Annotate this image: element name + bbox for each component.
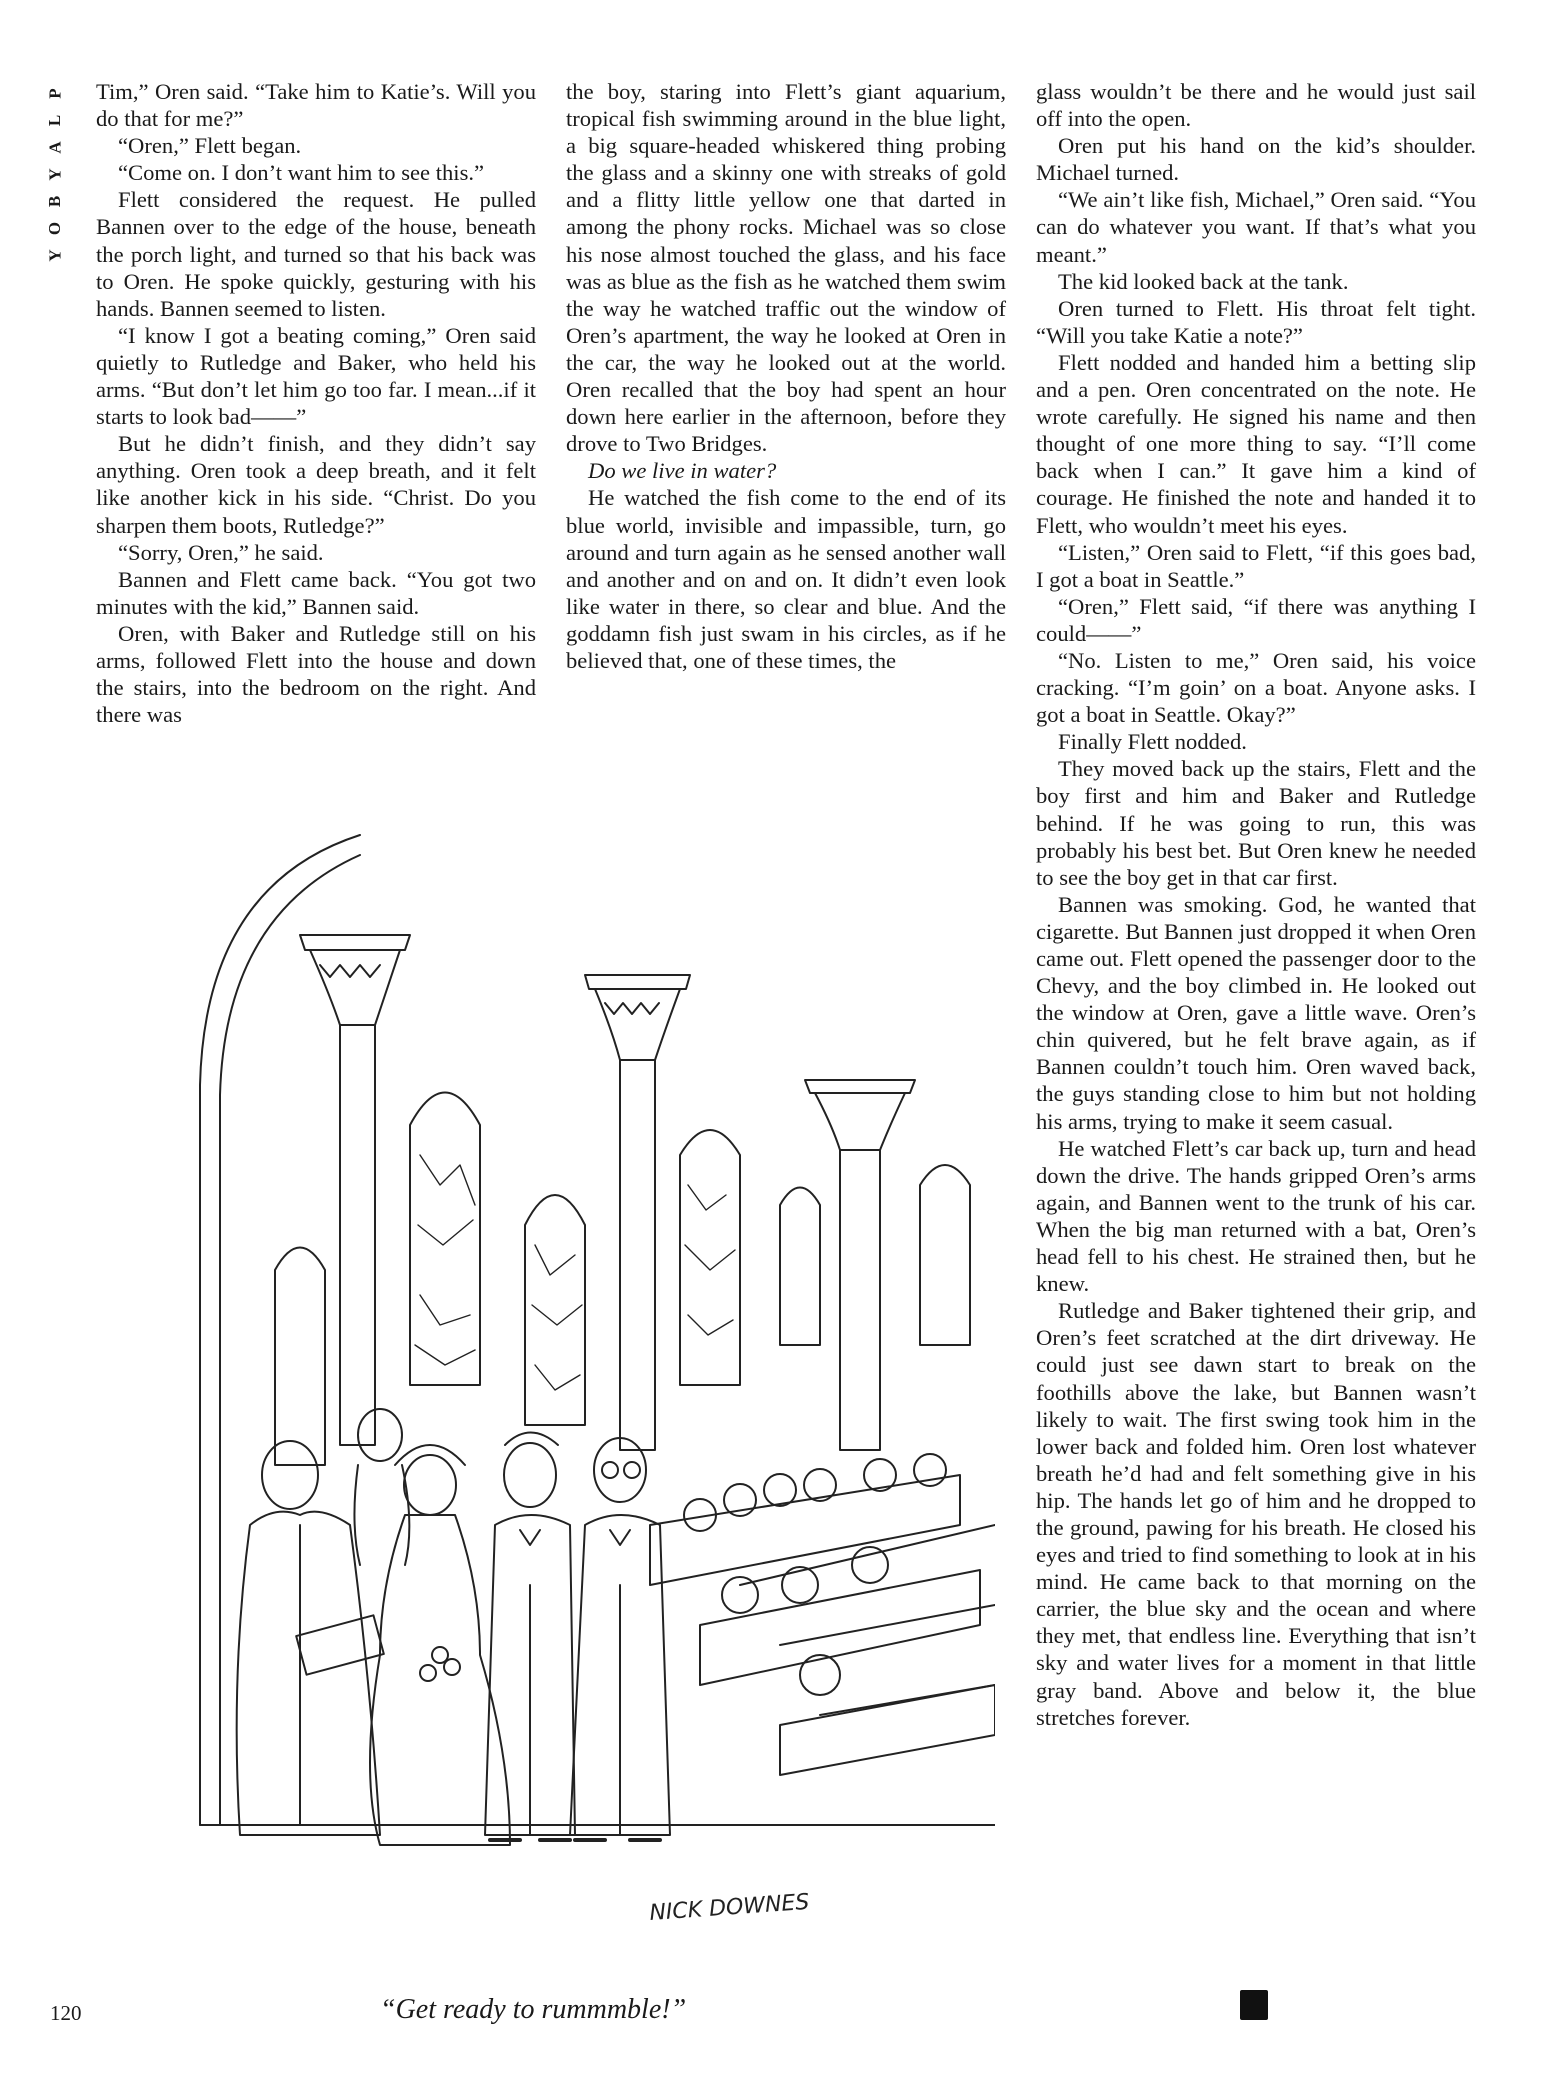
body-paragraph: “Sorry, Oren,” he said. xyxy=(118,539,324,565)
body-paragraph: Bannen was smoking. God, he wanted that cigarette. But Bannen just dropped it when Oren came out. Flett opened the passenger door to the Chevy, and the boy climbed in. He looked out the window at Oren, gave a little wave. Oren’s chin quivered, but he felt brave again, as if Bannen couldn’t touch him. Oren waved back, the guys standing close to him but not holding his arms, trying to make it seem casual. xyxy=(1036,891,1476,1134)
body-paragraph: He watched the fish come to the end of its blue world, invisible and impassible, turn, go around and turn again as he sensed another wall and another and on and on. It didn’t even look like water in there, so clear and blue. And the goddamn fish just swam in his circles, as if he believed that, one of these times, the xyxy=(566,485,1006,673)
cartoon-caption: “Get ready to rummmble!” xyxy=(380,1994,687,2025)
body-paragraph: Tim,” Oren said. “Take him to Katie’s. Will you do that for me?” xyxy=(96,79,536,132)
body-paragraph: Finally Flett nodded. xyxy=(1058,729,1247,755)
body-paragraph: Do we live in water? xyxy=(588,458,777,484)
cartoon-signature: NICK DOWNES xyxy=(648,1889,811,1926)
masthead xyxy=(40,80,70,269)
masthead-letter: Y xyxy=(45,249,65,262)
body-paragraph: Flett nodded and handed him a betting slip and a pen. Oren concentrated on the note. He wrote carefully. He signed his name and then thought of one more thing to say. “I’ll come back when I can.” It gave him a kind of courage. He finished the note and handed it to Flett, who wouldn’t meet his eyes. xyxy=(1036,349,1476,538)
body-paragraph: He watched Flett’s car back up, turn and head down the drive. The hands gripped Oren’s arms again, and Bannen went to the trunk of his car. When the big man returned with a bat, Oren’s head fell to his chest. He strained then, but he knew. xyxy=(1036,1135,1476,1297)
body-paragraph: The kid looked back at the tank. xyxy=(1058,268,1349,294)
body-paragraph: “Oren,” Flett began. xyxy=(118,133,302,159)
text-column-3 xyxy=(1036,78,1476,1731)
end-mark-icon xyxy=(1240,1990,1268,2020)
body-paragraph: “Listen,” Oren said to Flett, “if this goes bad, I got a boat in Seattle.” xyxy=(1036,539,1476,592)
body-paragraph: glass wouldn’t be there and he would just sail off into the open. xyxy=(1036,79,1476,132)
masthead-letter: A xyxy=(45,141,65,154)
masthead-letter: Y xyxy=(45,168,65,181)
page-number: 120 xyxy=(50,2001,82,2025)
body-paragraph: “Oren,” Flett said, “if there was anything I could——” xyxy=(1036,593,1476,646)
body-paragraph: Rutledge and Baker tightened their grip, and Oren’s feet scratched at the dirt driveway. He could just see dawn start to break on the foothills above the lake, but Bannen wasn’t likely to wait. The first swing took him in the lower back and folded him. Oren lost whatever breath he’d had and felt something give in his hip. The hands let go of him and he dropped to the ground, pawing for his breath. He closed his eyes and tried to find something to look at in his mind. He came back to that morning on the carrier, the blue sky and the ocean and where they met, that endless line. Everything that isn’t sky and water lives for a moment in that little gray band. Above and below it, the blue stretches forever. xyxy=(1036,1298,1476,1730)
masthead-letter: O xyxy=(45,221,65,236)
body-paragraph: “We ain’t like fish, Michael,” Oren said. “You can do whatever you want. If that’s what you meant.” xyxy=(1036,187,1476,267)
text-column-1 xyxy=(96,78,536,728)
masthead-letter: L xyxy=(45,114,65,127)
body-paragraph: the boy, staring into Flett’s giant aquarium, tropical fish swimming around in the blue light, a big square-headed whiskered thing probing the glass and a skinny one with streaks of gold and a flitty little yellow one that darted in among the phony rocks. Michael was so close his nose almost touched the glass, and his face was as blue as the fish as he watched them swim the way he watched traffic out the window of Oren’s apartment, the way he looked at Oren in the car, the way he looked out at the world. Oren recalled that the boy had spent an hour down here earlier in the afternoon, before they drove to Two Bridges. xyxy=(566,79,1006,457)
body-paragraph: But he didn’t finish, and they didn’t say anything. Oren took a deep breath, and it felt like another kick in his side. “Christ. Do you sharpen them boots, Rutledge?” xyxy=(96,431,536,538)
body-paragraph: Flett considered the request. He pulled Bannen over to the edge of the house, beneath the porch light, and turned so that his back was to Oren. He spoke quickly, gesturing with his hands. Bannen seemed to listen. xyxy=(96,187,536,321)
body-paragraph: They moved back up the stairs, Flett and the boy first and him and Baker and Rutledge behind. If he was going to run, this was probably his best bet. But Oren knew he needed to see the boy get in that car first. xyxy=(1036,756,1476,890)
body-paragraph: “Come on. I don’t want him to see this.” xyxy=(118,160,485,186)
body-paragraph: “No. Listen to me,” Oren said, his voice cracking. “I’m goin’ on a boat. Anyone asks. I got a boat in Seattle. Okay?” xyxy=(1036,647,1476,728)
masthead-letter: B xyxy=(45,195,65,208)
body-paragraph: Oren turned to Flett. His throat felt tight. “Will you take Katie a note?” xyxy=(1036,295,1476,348)
body-paragraph: “I know I got a beating coming,” Oren said quietly to Rutledge and Baker, who held his arms. “But don’t let him go too far. I mean...if it starts to look bad——” xyxy=(96,322,536,430)
masthead-letter: P xyxy=(45,88,65,99)
body-paragraph: Oren, with Baker and Rutledge still on his arms, followed Flett into the house and down the stairs, into the bedroom on the right. And there was xyxy=(96,620,536,728)
wedding-cartoon-illustration xyxy=(180,825,995,1985)
body-paragraph: Oren put his hand on the kid’s shoulder. Michael turned. xyxy=(1036,133,1476,186)
text-column-2 xyxy=(566,78,1006,674)
body-paragraph: Bannen and Flett came back. “You got two minutes with the kid,” Bannen said. xyxy=(96,566,536,619)
